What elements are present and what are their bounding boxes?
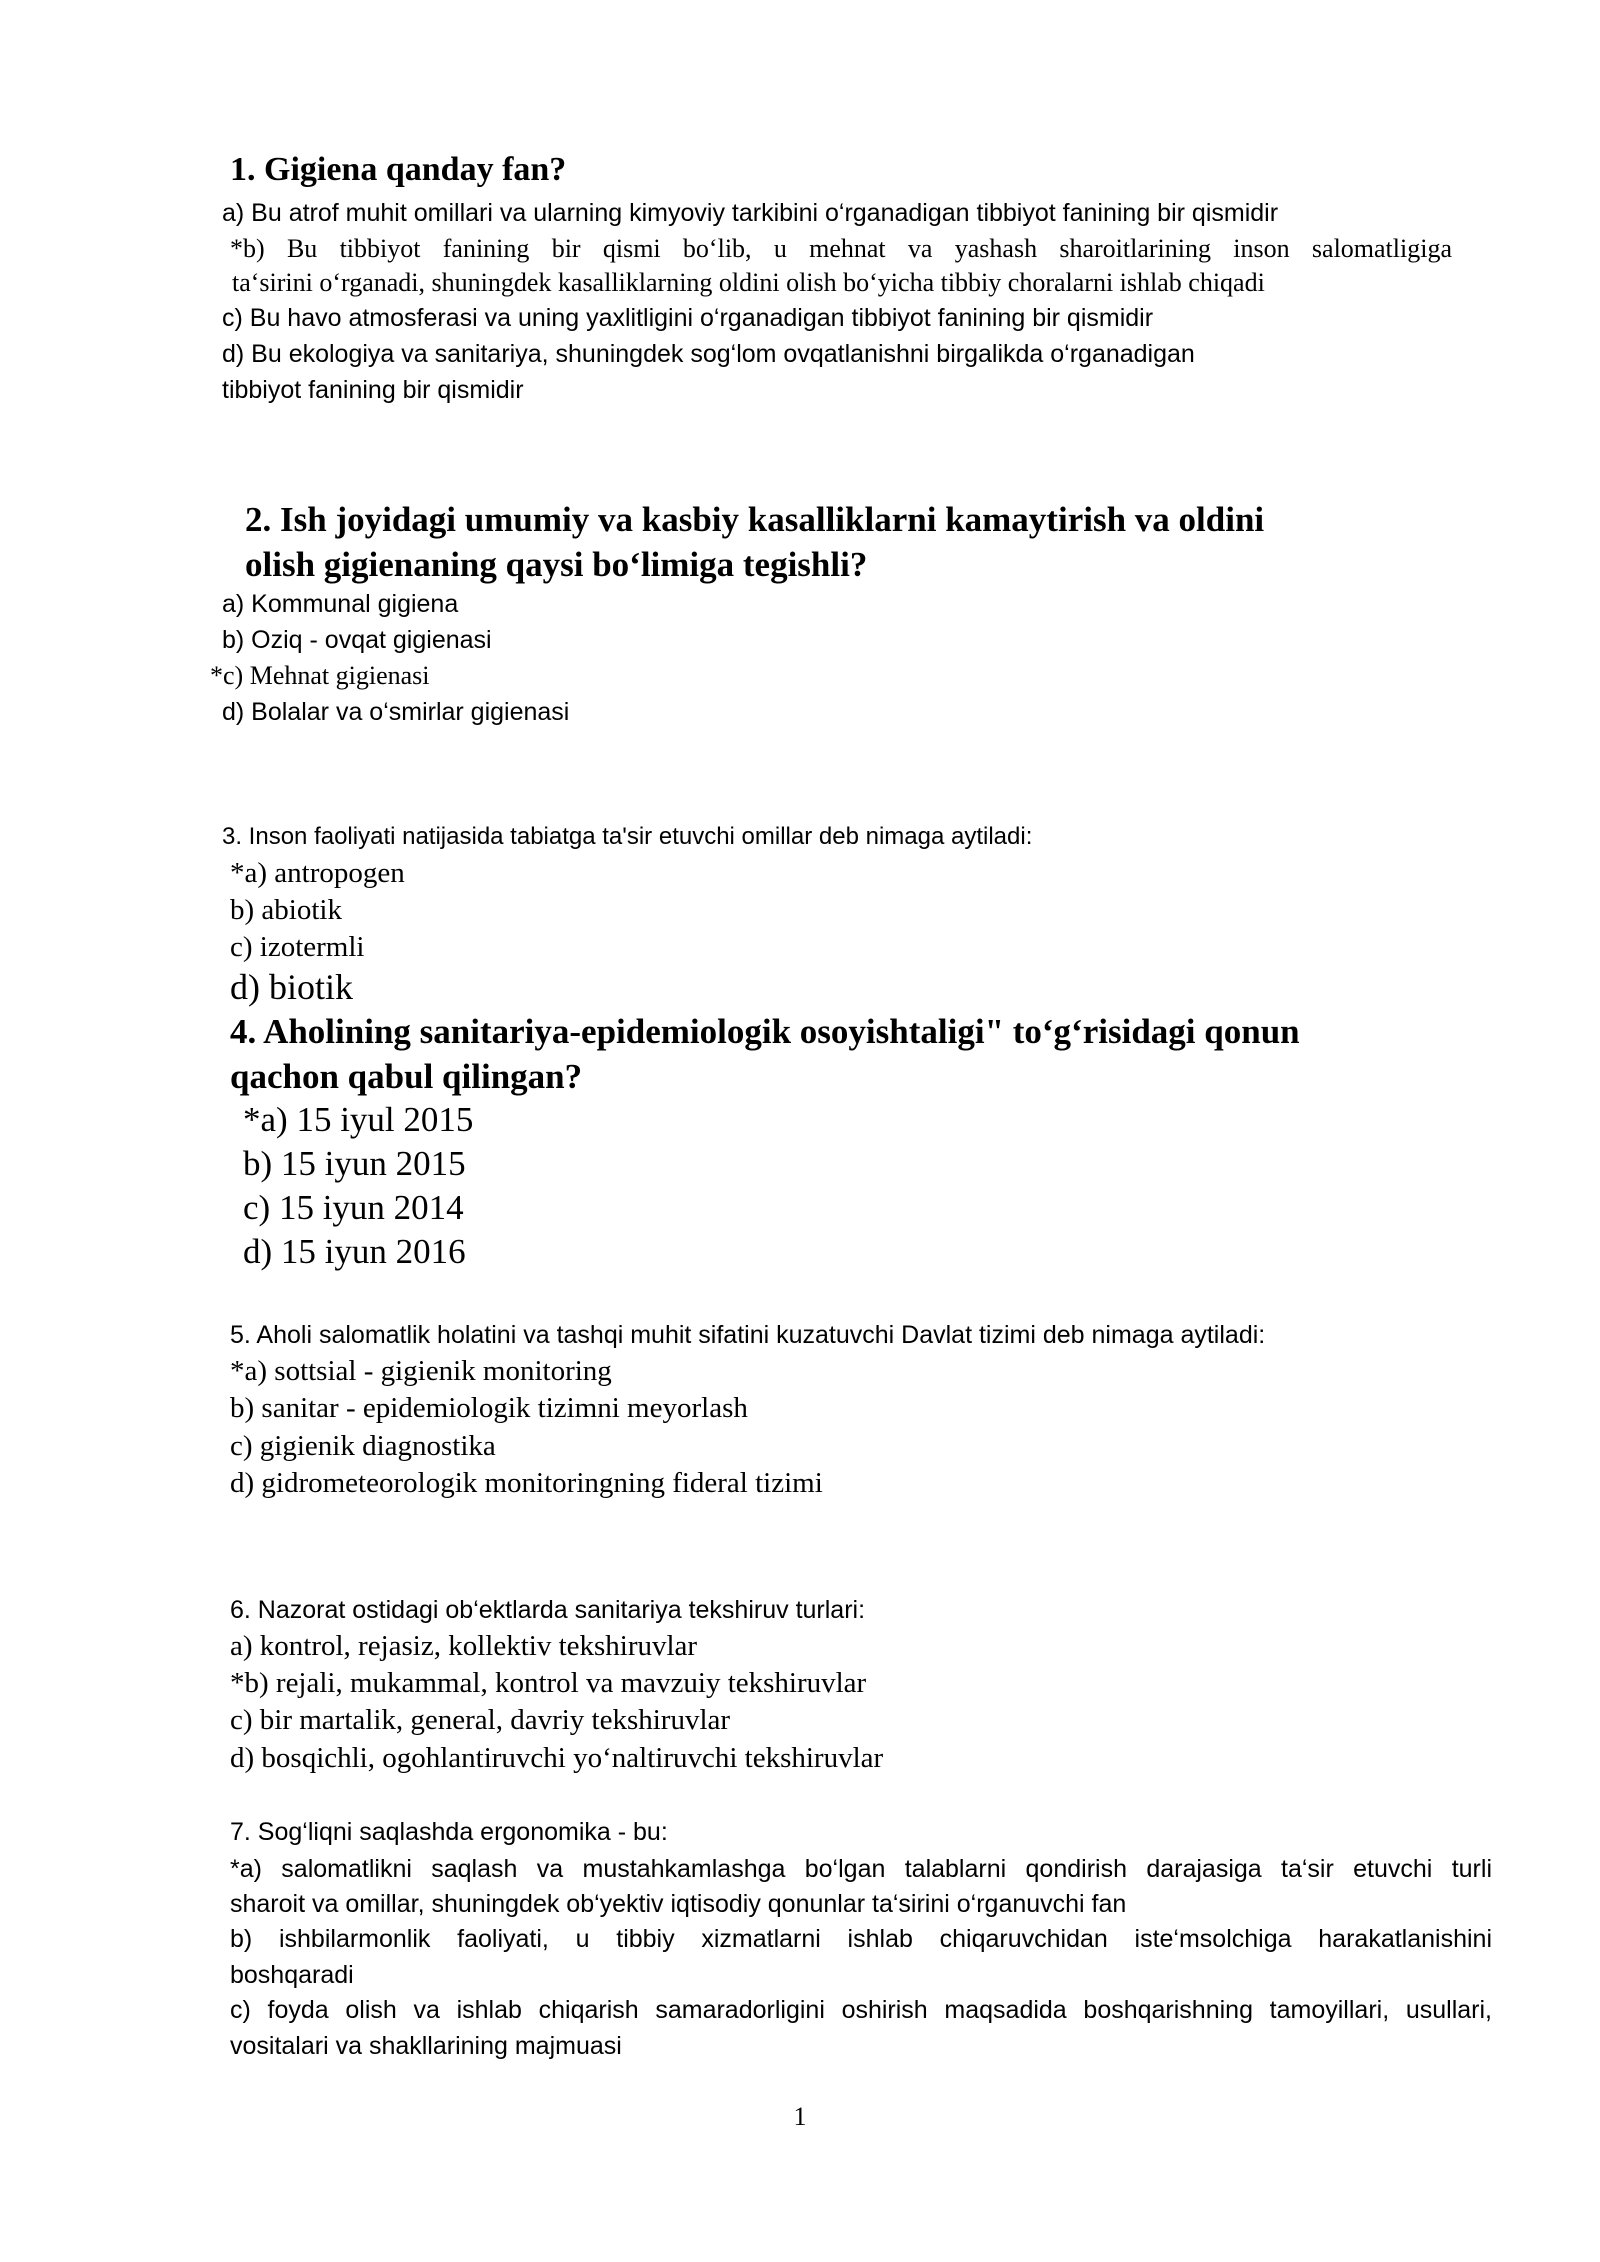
question-4-option-a: *a) 15 iyul 2015 <box>243 1100 474 1139</box>
question-5-title: 5. Aholi salomatlik holatini va tashqi muhit sifatini kuzatuvchi Davlat tizimi deb nimaga aytiladi: <box>230 1321 1266 1349</box>
question-1-option-b-line2: ta‘sirini o‘rganadi, shuningdek kasalliklarning oldini olish bo‘yicha tibbiy choralarni ishlab chiqadi <box>232 268 1265 297</box>
question-1-option-d-line2: tibbiyot fanining bir qismidir <box>222 376 524 404</box>
question-3-option-c: c) izotermli <box>230 931 365 963</box>
question-7-option-b-line2: boshqaradi <box>230 1961 354 1989</box>
question-2-option-b: b) Oziq - ovqat gigienasi <box>222 626 492 654</box>
question-2-option-d: d) Bolalar va o‘smirlar gigienasi <box>222 698 570 726</box>
question-7-option-c-line1: c) foyda olish va ishlab chiqarish samaradorligini oshirish maqsadida boshqarishning tamoyillari, usullari, <box>230 1996 1492 2024</box>
question-7-option-c-line2: vositalari va shakllarining majmuasi <box>230 2032 622 2060</box>
question-6-option-c: c) bir martalik, general, davriy tekshiruvlar <box>230 1704 731 1736</box>
question-7-option-b-line1: b) ishbilarmonlik faoliyati, u tibbiy xizmatlarni ishlab chiqaruvchidan iste‘msolchiga harakatlanishini <box>230 1925 1492 1953</box>
question-3-option-a: *a) antropogen <box>230 857 405 889</box>
question-5-option-b: b) sanitar - epidemiologik tizimni meyorlash <box>230 1392 748 1424</box>
question-3-title: 3. Inson faoliyati natijasida tabiatga ta'sir etuvchi omillar deb nimaga aytiladi: <box>222 823 1033 850</box>
question-3-option-b: b) abiotik <box>230 894 342 926</box>
question-5-option-c: c) gigienik diagnostika <box>230 1430 496 1462</box>
question-5-option-d: d) gidrometeorologik monitoringning fideral tizimi <box>230 1467 823 1499</box>
question-3-option-d: d) biotik <box>230 967 353 1007</box>
question-4-option-d: d) 15 iyun 2016 <box>243 1232 466 1271</box>
question-7-title: 7. Sog‘liqni saqlashda ergonomika - bu: <box>230 1818 668 1846</box>
question-2-option-a: a) Kommunal gigiena <box>222 590 459 618</box>
question-6-option-b: *b) rejali, mukammal, kontrol va mavzuiy tekshiruvlar <box>230 1667 867 1699</box>
question-1-option-c: c) Bu havo atmosferasi va uning yaxlitligini o‘rganadigan tibbiyot fanining bir qismidir <box>222 304 1154 332</box>
question-2-title-line1: 2. Ish joyidagi umumiy va kasbiy kasalliklarni kamaytirish va oldini <box>245 500 1265 539</box>
question-7-option-a-line2: sharoit va omillar, shuningdek ob‘yektiv iqtisodiy qonunlar ta‘sirini o‘rganuvchi fan <box>230 1890 1127 1918</box>
page-number: 1 <box>793 2102 807 2131</box>
question-6-title: 6. Nazorat ostidagi ob‘ektlarda sanitariya tekshiruv turlari: <box>230 1596 866 1624</box>
question-1-option-a: a) Bu atrof muhit omillari va ularning kimyoviy tarkibini o‘rganadigan tibbiyot fanining bir qismidir <box>222 199 1279 227</box>
question-4-option-c: c) 15 iyun 2014 <box>243 1188 464 1227</box>
question-4-option-b: b) 15 iyun 2015 <box>243 1144 466 1183</box>
question-6-option-d: d) bosqichli, ogohlantiruvchi yo‘naltiruvchi tekshiruvlar <box>230 1742 884 1774</box>
question-4-title-line2: qachon qabul qilingan? <box>230 1057 583 1096</box>
question-5-option-a: *a) sottsial - gigienik monitoring <box>230 1355 612 1387</box>
question-4-title-line1: 4. Aholining sanitariya-epidemiologik osoyishtaligi" to‘g‘risidagi qonun <box>230 1012 1300 1051</box>
question-6-option-a: a) kontrol, rejasiz, kollektiv tekshiruvlar <box>230 1630 698 1662</box>
question-1-option-d-line1: d) Bu ekologiya va sanitariya, shuningdek sog‘lom ovqatlanishni birgalikda o‘rganadigan <box>222 340 1195 368</box>
question-2-option-c: *c) Mehnat gigienasi <box>210 661 430 690</box>
question-7-option-a-line1: *a) salomatlikni saqlash va mustahkamlashga bo‘lgan talablarni qondirish darajasiga ta‘sir etuvchi turli <box>230 1855 1492 1883</box>
question-1-title: 1. Gigiena qanday fan? <box>230 151 567 188</box>
question-2-title-line2: olish gigienaning qaysi bo‘limiga tegishli? <box>245 545 868 584</box>
question-1-option-b-line1: *b) Bu tibbiyot fanining bir qismi bo‘lib, u mehnat va yashash sharoitlarining inson salomatligiga <box>230 234 1452 263</box>
